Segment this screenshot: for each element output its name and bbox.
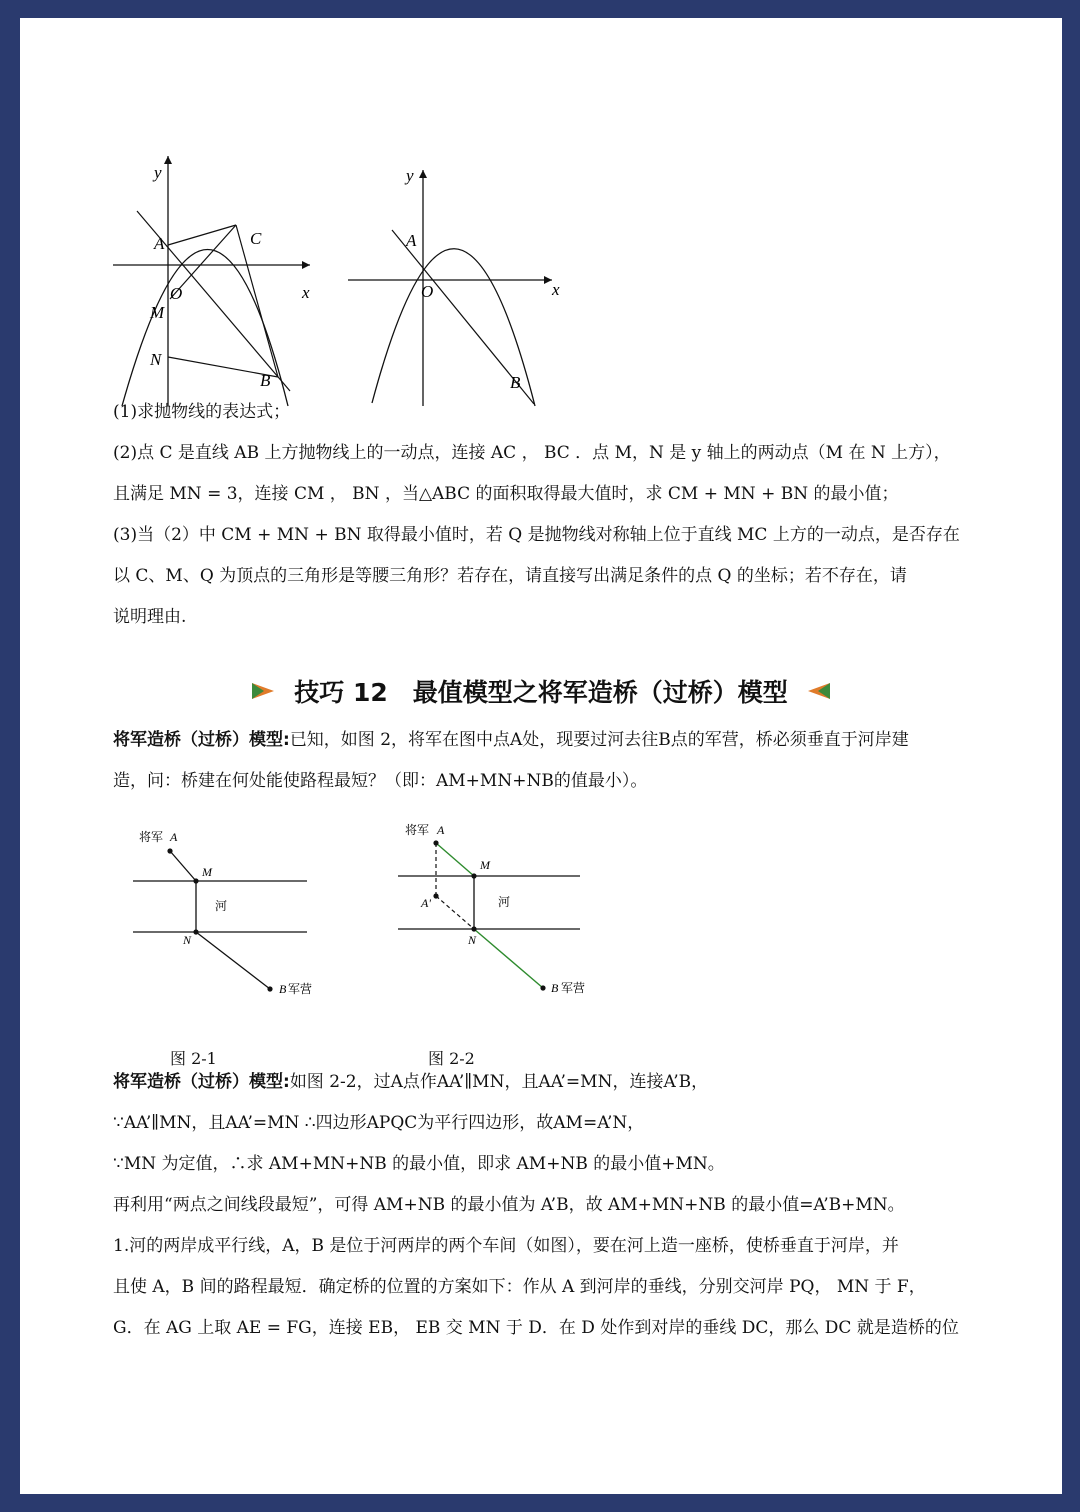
question-1: (1)求抛物线的表达式； — [113, 402, 291, 422]
fig22-label-N: N — [468, 933, 477, 947]
question-2-line-1: (2)点 C 是直线 AB 上方抛物线上的一动点，连接 AC ， BC ．点 M，N 是 y 轴上的两动点（M 在 N 上方）， — [113, 443, 951, 463]
question-3-line-1: (3)当（2）中 CM + MN + BN 取得最小值时，若 Q 是抛物线对称轴上位于直线 MC 上方的一动点，是否存在 — [113, 525, 960, 545]
intro-line-1: 已知，如图 2，将军在图中点A处，现要过河去往B点的军营，桥必须垂直于河岸建 — [289, 730, 909, 750]
fig21-label-B: B — [279, 982, 287, 996]
section-title-text: 技巧 12 最值模型之将军造桥（过桥）模型 — [294, 678, 788, 707]
section-title — [20, 673, 1062, 717]
fig21-camp-label: 军营 — [288, 982, 313, 996]
fig1-label-N: N — [150, 350, 162, 369]
fig1-label-A: A — [154, 234, 165, 253]
fig1-label-M: M — [150, 303, 165, 322]
question-3-line-2: 以 C、M、Q 为顶点的三角形是等腰三角形？若存在，请直接写出满足条件的点 Q 的坐标；若不存在，请 — [113, 566, 907, 586]
proof-line-1: 如图 2-2，过A点作AA’∥MN，且AA’=MN，连接A’B， — [289, 1072, 709, 1092]
fig1-y-label: y — [154, 163, 162, 182]
parabola-figures — [110, 148, 580, 413]
fig22-label-A: A — [437, 823, 445, 837]
figure-2-1-caption: 图 2-1 — [170, 1049, 217, 1068]
proof-line-3: ∵MN 为定值，∴求 AM+MN+NB 的最小值，即求 AM+NB 的最小值+MN。 — [113, 1154, 725, 1174]
arrow-left-icon — [806, 681, 832, 701]
fig21-river-label: 河 — [215, 899, 228, 913]
fig1-label-O: O — [170, 284, 183, 303]
figure-2-2 — [393, 818, 603, 1028]
problem-text — [113, 392, 973, 638]
fig22-river-label: 河 — [498, 895, 511, 909]
fig2-label-B: B — [510, 373, 521, 392]
proof-paragraph — [113, 1062, 973, 1349]
proof-line-4: 再利用“两点之间线段最短”，可得 AM+NB 的最小值为 A’B，故 AM+MN+NB 的最小值=A’B+MN。 — [113, 1195, 905, 1215]
fig22-general-label: 将军 — [405, 823, 430, 837]
exercise-line-2: 且使 A，B 间的路程最短．确定桥的位置的方案如下：作从 A 到河岸的垂线，分别交河岸 PQ， MN 于 F， — [113, 1277, 926, 1297]
intro-paragraph — [113, 720, 973, 802]
document-page — [20, 18, 1062, 1494]
proof-label: 将军造桥（过桥）模型: — [113, 1072, 290, 1092]
intro-label: 将军造桥（过桥）模型: — [113, 730, 290, 750]
figure-2-2-caption: 图 2-2 — [428, 1049, 475, 1068]
question-3-line-3: 说明理由. — [113, 607, 187, 627]
proof-line-2: ∵AA’∥MN，且AA’=MN ∴四边形APQC为平行四边形，故AM=A’N， — [113, 1113, 645, 1133]
exercise-line-3: G．在 AG 上取 AE = FG，连接 EB， EB 交 MN 于 D．在 D 处作到对岸的垂线 DC，那么 DC 就是造桥的位 — [113, 1318, 959, 1338]
fig21-label-A: A — [170, 830, 178, 844]
fig1-label-B: B — [260, 371, 271, 390]
intro-line-2: 造，问：桥建在何处能使路程最短？（即：AM+MN+NB的值最小）。 — [113, 771, 648, 791]
fig22-label-M: M — [480, 858, 490, 872]
fig21-label-N: N — [183, 933, 192, 947]
fig21-label-M: M — [202, 865, 212, 879]
fig2-label-A: A — [406, 231, 417, 250]
fig22-label-Aprime: A' — [421, 896, 431, 910]
fig2-x-label: x — [552, 280, 560, 299]
fig1-x-label: x — [302, 283, 310, 302]
fig2-y-label: y — [406, 166, 414, 185]
figure-1 — [113, 156, 310, 406]
fig1-label-C: C — [250, 229, 262, 248]
fig22-camp-label: 军营 — [561, 981, 586, 995]
figure-2-1 — [125, 818, 325, 1028]
question-2-line-2: 且满足 MN = 3，连接 CM ， BN ，当△ABC 的面积取得最大值时，求 CM + MN + BN 的最小值； — [113, 484, 899, 504]
figure-2 — [348, 166, 560, 406]
arrow-right-icon — [250, 681, 276, 701]
fig22-label-B: B — [551, 981, 559, 995]
fig2-label-O: O — [421, 282, 434, 301]
exercise-line-1: 1.河的两岸成平行线，A，B 是位于河两岸的两个车间（如图），要在河上造一座桥，使桥垂直于河岸，并 — [113, 1236, 899, 1256]
fig21-general-label: 将军 — [139, 830, 164, 844]
